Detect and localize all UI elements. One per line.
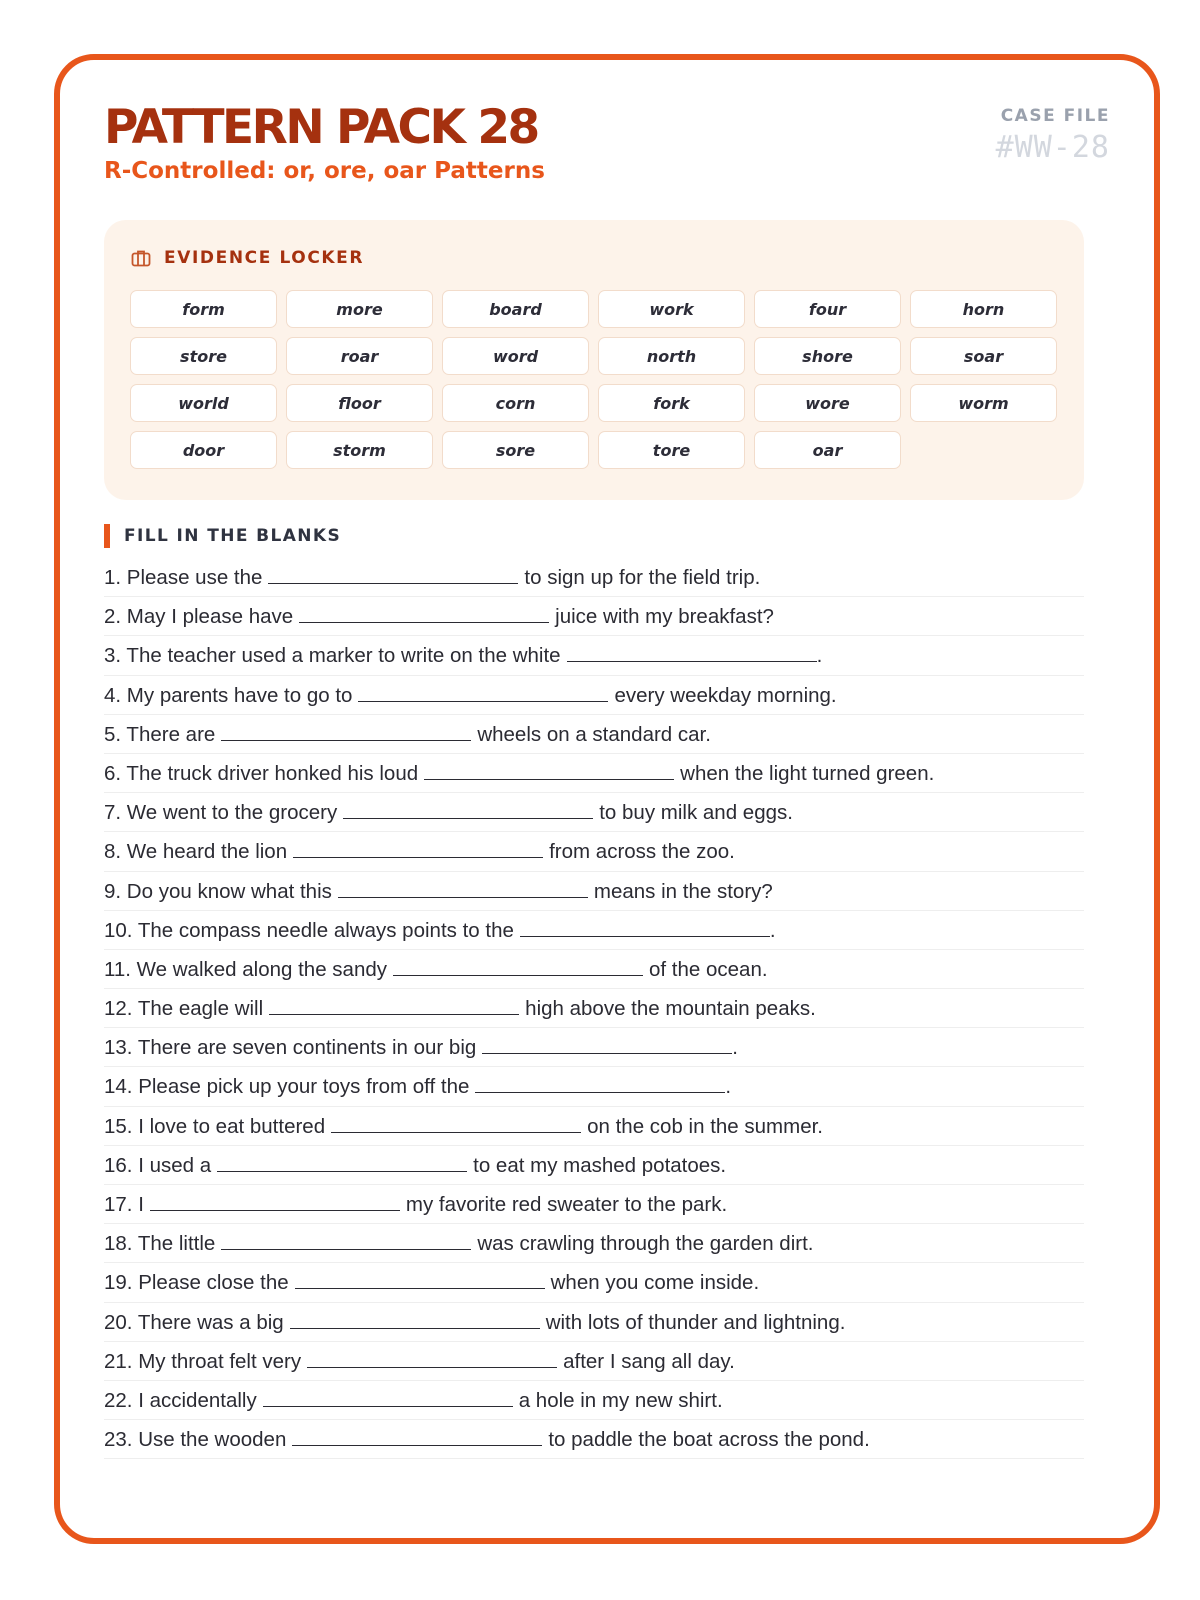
question-text-before: 5. There are — [104, 722, 216, 746]
answer-blank[interactable] — [295, 1271, 545, 1289]
question-row — [104, 1146, 1084, 1185]
question-text-after: with lots of thunder and lightning. — [545, 1310, 846, 1334]
answer-blank[interactable] — [358, 684, 608, 702]
word-tile: board — [442, 290, 589, 328]
question-text-before: 13. There are seven continents in our big — [104, 1036, 477, 1060]
word-tile: more — [286, 290, 433, 328]
question-text-before: 15. I love to eat buttered — [104, 1114, 326, 1138]
question-row — [104, 793, 1084, 832]
worksheet-header — [104, 100, 1110, 210]
question-text-before: 23. Use the wooden — [104, 1428, 287, 1452]
word-tile: corn — [442, 384, 589, 422]
fill-in-blanks-header — [104, 524, 341, 548]
case-file-id: #WW-28 — [995, 130, 1110, 165]
answer-blank[interactable] — [292, 1428, 542, 1446]
question-text-before: 8. We heard the lion — [104, 840, 288, 864]
question-row — [104, 754, 1084, 793]
question-text-after: . — [732, 1036, 738, 1060]
answer-blank[interactable] — [150, 1193, 400, 1211]
question-row — [104, 676, 1084, 715]
question-text-after: . — [725, 1075, 732, 1099]
page-subtitle: R-Controlled: or, ore, oar Patterns — [104, 158, 545, 184]
question-row — [104, 715, 1084, 754]
word-tile: tore — [598, 431, 745, 469]
question-row — [104, 1067, 1084, 1106]
answer-blank[interactable] — [299, 605, 549, 623]
word-tile: north — [598, 337, 745, 375]
question-text-after: was crawling through the garden dirt. — [477, 1232, 814, 1256]
question-row — [104, 1263, 1084, 1302]
question-text-before: 18. The little — [104, 1232, 216, 1256]
question-row — [104, 1381, 1084, 1420]
question-row — [104, 1107, 1084, 1146]
question-row — [104, 1224, 1084, 1263]
question-text-after: from across the zoo. — [549, 840, 735, 864]
question-text-after: to eat my mashed potatoes. — [473, 1153, 727, 1177]
answer-blank[interactable] — [221, 1232, 471, 1250]
question-text-before: 1. Please use the — [104, 566, 263, 589]
worksheet-card — [54, 54, 1160, 1544]
answer-blank[interactable] — [269, 997, 519, 1015]
question-text-after: on the cob in the summer. — [587, 1114, 823, 1138]
question-row — [104, 1342, 1084, 1381]
answer-blank[interactable] — [520, 919, 770, 937]
question-text-before: 6. The truck driver honked his loud — [104, 761, 419, 785]
question-text-after: to buy milk and eggs. — [599, 801, 793, 825]
word-tile: storm — [286, 431, 433, 469]
section-title: FILL IN THE BLANKS — [124, 526, 342, 546]
answer-blank[interactable] — [290, 1311, 540, 1329]
question-row — [104, 1420, 1084, 1459]
question-text-before: 10. The compass needle always points to the — [104, 918, 514, 942]
question-row — [104, 1185, 1084, 1224]
word-tile: roar — [286, 337, 433, 375]
word-tile: fork — [598, 384, 745, 422]
question-text-before: 21. My throat felt very — [104, 1349, 302, 1373]
question-row — [104, 950, 1084, 989]
question-text-after: . — [816, 644, 823, 668]
question-text-after: to sign up for the field trip. — [524, 566, 761, 589]
question-text-after: of the ocean. — [649, 957, 768, 981]
answer-blank[interactable] — [221, 723, 471, 741]
question-text-before: 17. I — [104, 1193, 144, 1216]
question-list — [104, 558, 1084, 1459]
question-row — [104, 558, 1084, 597]
answer-blank[interactable] — [293, 840, 543, 858]
section-accent-bar — [104, 524, 110, 548]
evidence-locker-title: EVIDENCE LOCKER — [164, 248, 365, 268]
question-text-after: my favorite red sweater to the park. — [405, 1193, 728, 1216]
answer-blank[interactable] — [217, 1154, 467, 1172]
question-text-before: 12. The eagle will — [104, 997, 264, 1021]
word-bank-grid — [130, 290, 1058, 469]
word-tile: four — [754, 290, 901, 328]
question-text-after: means in the story? — [593, 879, 773, 903]
question-text-before: 16. I used a — [104, 1153, 212, 1177]
question-text-before: 3. The teacher used a marker to write on the white — [104, 644, 561, 668]
question-text-after: after I sang all day. — [563, 1349, 735, 1373]
question-row — [104, 872, 1084, 911]
answer-blank[interactable] — [424, 762, 674, 780]
question-row — [104, 636, 1084, 675]
word-tile: shore — [754, 337, 901, 375]
answer-blank[interactable] — [263, 1389, 513, 1407]
word-tile: horn — [910, 290, 1057, 328]
answer-blank[interactable] — [268, 566, 518, 584]
answer-blank[interactable] — [567, 644, 817, 662]
question-text-after: a hole in my new shirt. — [518, 1388, 723, 1412]
answer-blank[interactable] — [338, 880, 588, 898]
answer-blank[interactable] — [343, 801, 593, 819]
case-file-label: CASE FILE — [1000, 106, 1110, 126]
evidence-locker — [104, 220, 1084, 500]
question-text-before: 11. We walked along the sandy — [104, 957, 388, 981]
question-text-before: 14. Please pick up your toys from off the — [104, 1075, 470, 1099]
question-text-after: every weekday morning. — [614, 683, 837, 707]
question-text-before: 7. We went to the grocery — [104, 801, 338, 825]
question-row — [104, 1028, 1084, 1067]
question-text-before: 22. I accidentally — [104, 1388, 257, 1412]
evidence-locker-header — [130, 246, 364, 270]
question-row — [104, 597, 1084, 636]
word-tile: floor — [286, 384, 433, 422]
question-text-after: juice with my breakfast? — [555, 605, 774, 629]
word-tile: door — [130, 431, 277, 469]
question-text-after: wheels on a standard car. — [477, 722, 711, 746]
question-text-after: when you come inside. — [550, 1271, 760, 1295]
question-text-after: when the light turned green. — [680, 761, 935, 785]
word-tile: sore — [442, 431, 589, 469]
answer-blank[interactable] — [482, 1036, 732, 1054]
question-text-before: 4. My parents have to go to — [104, 683, 353, 707]
question-row — [104, 832, 1084, 871]
question-row — [104, 1303, 1084, 1342]
briefcase-icon — [130, 247, 152, 269]
question-text-after: to paddle the boat across the pond. — [548, 1428, 870, 1452]
answer-blank[interactable] — [307, 1350, 557, 1368]
question-text-before: 20. There was a big — [104, 1310, 284, 1334]
question-text-before: 2. May I please have — [104, 605, 294, 629]
answer-blank[interactable] — [393, 958, 643, 976]
word-tile: worm — [910, 384, 1057, 422]
word-tile: wore — [754, 384, 901, 422]
question-text-before: 19. Please close the — [104, 1271, 289, 1295]
answer-blank[interactable] — [475, 1075, 725, 1093]
word-tile: soar — [910, 337, 1057, 375]
word-tile: form — [130, 290, 277, 328]
question-row — [104, 911, 1084, 950]
question-text-after: . — [769, 918, 776, 942]
question-text-before: 9. Do you know what this — [104, 879, 332, 903]
word-tile: work — [598, 290, 745, 328]
word-tile: oar — [754, 431, 901, 469]
answer-blank[interactable] — [331, 1115, 581, 1133]
word-tile: store — [130, 337, 277, 375]
word-tile: world — [130, 384, 277, 422]
question-text-after: high above the mountain peaks. — [525, 997, 816, 1021]
page-title: PATTERN PACK 28 — [104, 100, 538, 155]
word-tile: word — [442, 337, 589, 375]
question-row — [104, 989, 1084, 1028]
